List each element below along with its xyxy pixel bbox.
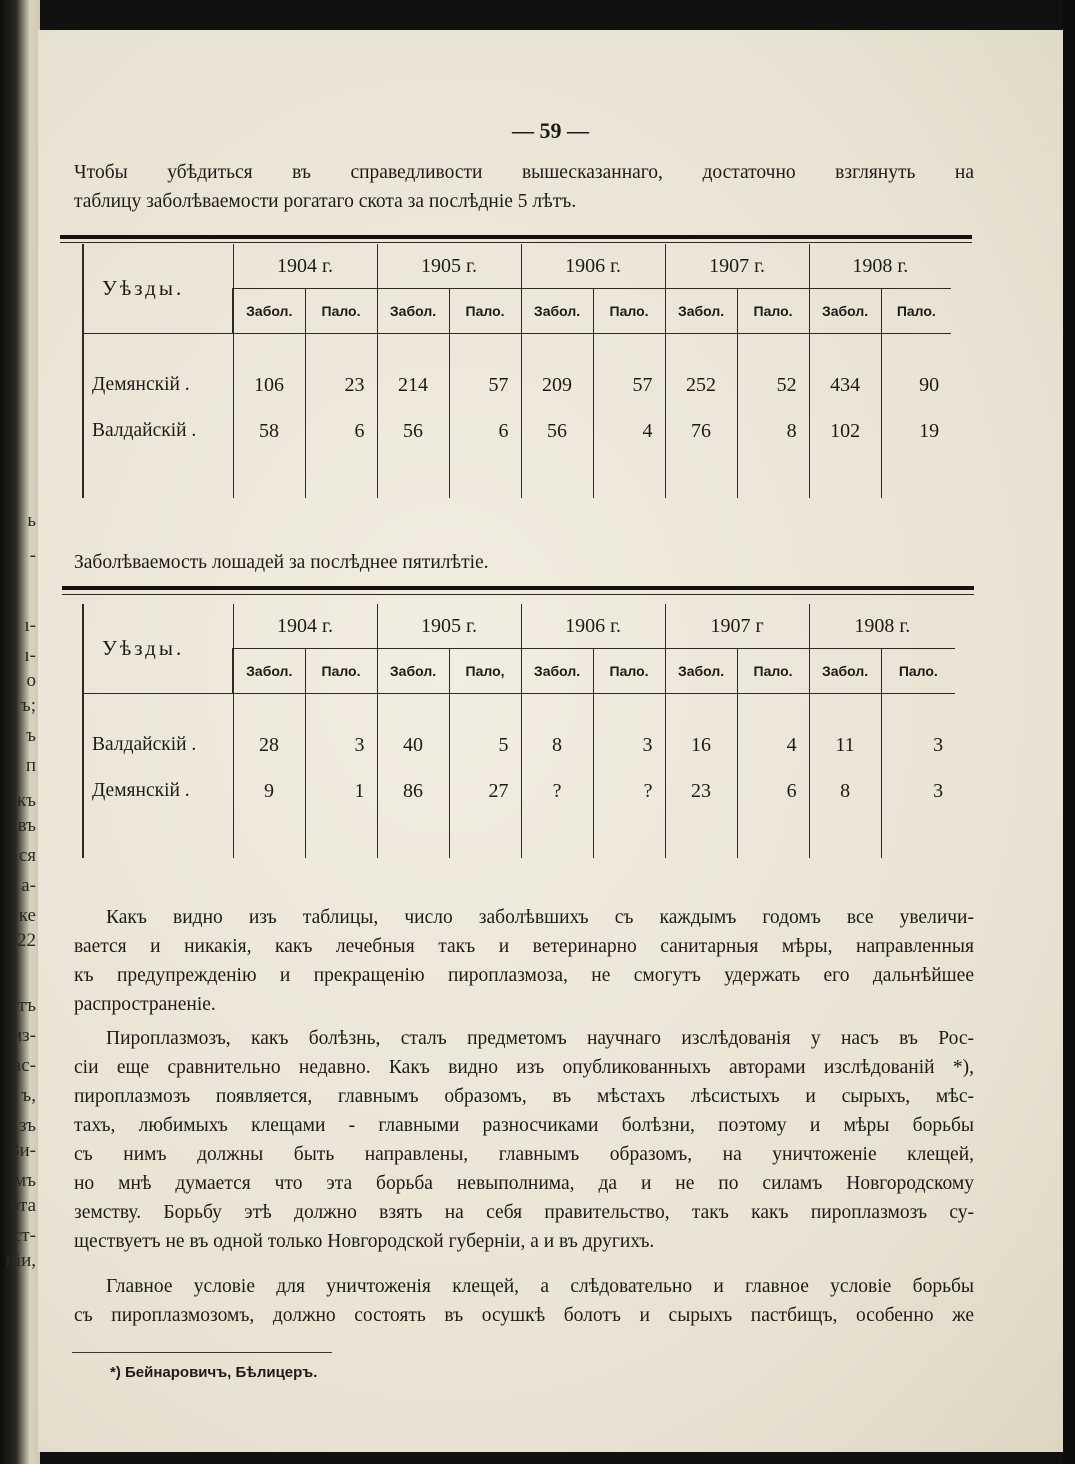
year-header: 1904 г. [233,244,377,289]
scan-edge [1063,0,1075,1464]
text-line: сіи еще сравнительно недавно. Какъ видно изъ опубликованныхъ авторами изслѣдованій *), [74,1057,974,1078]
page-number: — 59 — [512,118,589,143]
sick-count: 56 [521,408,593,454]
previous-page-text-fragment: 22 [17,930,36,951]
sick-count: 56 [377,408,449,454]
dead-count: 4 [737,722,809,768]
sub-header: Забол. [377,289,449,334]
previous-page-text-fragment: зъ [18,1115,36,1136]
previous-page-text-fragment: Зи- [9,1140,36,1161]
dead-count: 8 [737,408,809,454]
sub-header: Пало. [881,289,951,334]
text-line: Пироплазмозъ, какъ болѣзнь, сталъ предметомъ научнаго изслѣдованія у насъ въ Рос- [106,1028,974,1049]
sick-count: 9 [233,768,305,814]
text-line: вается и никакія, какъ лечебныя такъ и ветеринарно санитарныя мѣры, направленныя [74,936,974,957]
text-line: тахъ, любимыхъ клещами - главными разносчиками болѣзни, поэтому и мѣры борьбы [74,1115,974,1136]
sick-count: 11 [809,722,881,768]
sick-count: 8 [521,722,593,768]
sub-header: Забол. [233,649,305,694]
sub-header: Пало. [305,649,377,694]
sub-header: Забол. [809,649,881,694]
text-line: Какъ видно изъ таблицы, число заболѣвшихъ съ каждымъ годомъ все увеличи- [106,907,974,928]
previous-page-text-fragment: ъ; [20,695,36,716]
dead-count: 5 [449,722,521,768]
sick-count: 16 [665,722,737,768]
sick-count: 209 [521,362,593,408]
text-line: ществуетъ не въ одной только Новгородской губерніи, а и въ другихъ. [74,1231,655,1252]
sick-count: ? [521,768,593,814]
dead-count: 57 [449,362,521,408]
sub-header: Пало. [593,289,665,334]
table-row [83,768,955,814]
year-header: 1906 г. [521,244,665,289]
district-header: Уѣзды. [83,244,233,334]
previous-page-text-fragment: мъ [14,1170,36,1191]
sick-count: 214 [377,362,449,408]
sub-header: Забол. [809,289,881,334]
previous-page-text-fragment: къ [16,790,36,811]
dead-count: 52 [737,362,809,408]
sick-count: 86 [377,768,449,814]
year-header: 1904 г. [233,604,377,649]
previous-page-text-fragment: п [25,755,36,776]
sub-header: Пало. [737,289,809,334]
sub-header: Пало. [881,649,955,694]
sub-header: Пало. [737,649,809,694]
text-line: Чтобы убѣдиться въ справедливости вышесказаннаго, достаточно взглянуть на [74,162,974,183]
previous-page-text-fragment: ъ [26,725,36,746]
sub-header: Забол. [233,289,305,334]
sick-count: 58 [233,408,305,454]
dead-count: 3 [881,722,955,768]
sub-header: Забол. [521,649,593,694]
year-header: 1907 г [665,604,809,649]
dead-count: 6 [305,408,377,454]
previous-page-text-fragment: о [26,670,36,691]
sub-header: Забол. [377,649,449,694]
year-header: 1906 г. [521,604,665,649]
sub-header: Забол. [665,649,737,694]
text-line: Главное условіе для уничтоженія клещей, а слѣдовательно и главное условіе борьбы [106,1276,974,1297]
previous-page-text-fragment: - [29,545,36,566]
previous-page-text-fragment: ı- [24,645,36,666]
dead-count: 57 [593,362,665,408]
text-line: таблицу заболѣваемости рогатаго скота за послѣдніе 5 лѣтъ. [74,191,577,212]
text-line: Заболѣваемость лошадей за послѣднее пятилѣтіе. [74,552,489,573]
dead-count: 4 [593,408,665,454]
previous-page-text-fragment: ся [18,845,36,866]
previous-page-text-fragment: ас- [12,1055,36,1076]
sick-count: 76 [665,408,737,454]
table-top-rule [62,586,974,590]
footnote-rule [72,1352,332,1353]
body-paragraph-3 [74,1272,974,1330]
horses-caption [74,548,674,577]
text-line: съ нимъ должны быть направлены, главнымъ образомъ, на уничтоженіе клещей, [74,1144,974,1165]
table-top-rule-thin [62,594,974,595]
previous-page-text-fragment: ъ, [21,1085,36,1106]
previous-page-text-fragment: въ [17,815,36,836]
previous-page-text-fragment: ота [9,1195,36,1216]
dead-count: 1 [305,768,377,814]
sick-count: 28 [233,722,305,768]
sub-header: Пало. [305,289,377,334]
text-line: но мнѣ думается что эта борьба невыполнима, да и не по силамъ Новгородскому [74,1173,974,1194]
dead-count: 3 [881,768,955,814]
sub-header: Забол. [521,289,593,334]
table-top-rule [60,235,972,239]
table-row [83,722,955,768]
dead-count: 23 [305,362,377,408]
footnote: *) Бейнаровичъ, Бѣлицеръ. [110,1364,318,1381]
sick-count: 40 [377,722,449,768]
dead-count: 3 [593,722,665,768]
dead-count: ? [593,768,665,814]
text-line: распространеніе. [74,994,216,1015]
dead-count: 19 [881,408,951,454]
dead-count: 27 [449,768,521,814]
year-header: 1908 г. [809,244,951,289]
previous-page-text-fragment: из- [11,1025,36,1046]
sick-count: 8 [809,768,881,814]
dead-count: 3 [305,722,377,768]
body-paragraph-1 [74,903,974,1019]
previous-page-text-fragment: ніи, [5,1250,36,1271]
district-name: Валдайскій . [83,722,233,768]
year-header: 1905 г. [377,244,521,289]
sick-count: 252 [665,362,737,408]
district-name: Демянскій . [83,362,233,408]
previous-page-text-fragment: ı- [24,615,36,636]
district-name: Демянскій . [83,768,233,814]
sick-count: 434 [809,362,881,408]
horses-table [82,604,955,858]
dead-count: 6 [449,408,521,454]
previous-page-text-fragment: ь [27,510,36,531]
text-line: къ предупрежденію и прекращенію пироплазмоза, не смогутъ удержать его дальнѣйшее [74,965,974,986]
page [38,30,1063,1452]
table-row [83,408,951,454]
sub-header: Пало. [449,289,521,334]
cattle-table [82,244,951,498]
text-line: пироплазмозъ появляется, главнымъ образомъ, въ мѣстахъ лѣсистыхъ и сырыхъ, мѣс- [74,1086,974,1107]
table-row [83,362,951,408]
body-paragraph-2 [74,1024,974,1256]
district-header: Уѣзды. [83,604,233,694]
previous-page-text-fragment: ст- [12,1225,36,1246]
sub-header: Пало. [593,649,665,694]
sub-header: Пало, [449,649,521,694]
text-line: съ пироплазмозомъ, должно состоять въ осушкѣ болотъ и сырыхъ пастбищъ, особенно же [74,1305,974,1326]
sick-count: 106 [233,362,305,408]
year-header: 1907 г. [665,244,809,289]
sub-header: Забол. [665,289,737,334]
district-name: Валдайскій . [83,408,233,454]
intro-paragraph [74,158,974,216]
year-header: 1905 г. [377,604,521,649]
sick-count: 102 [809,408,881,454]
dead-count: 90 [881,362,951,408]
dead-count: 6 [737,768,809,814]
previous-page-text-fragment: тъ [17,995,36,1016]
sick-count: 23 [665,768,737,814]
year-header: 1908 г. [809,604,955,649]
previous-page-text-fragment: ке [18,905,36,926]
table-top-rule-thin [60,242,972,243]
previous-page-text-fragment: а- [21,875,36,896]
previous-page-edge [0,40,40,1420]
text-line: земству. Борьбу этѣ должно взять на себя правительство, такъ какъ пироплазмозъ су- [74,1202,974,1223]
